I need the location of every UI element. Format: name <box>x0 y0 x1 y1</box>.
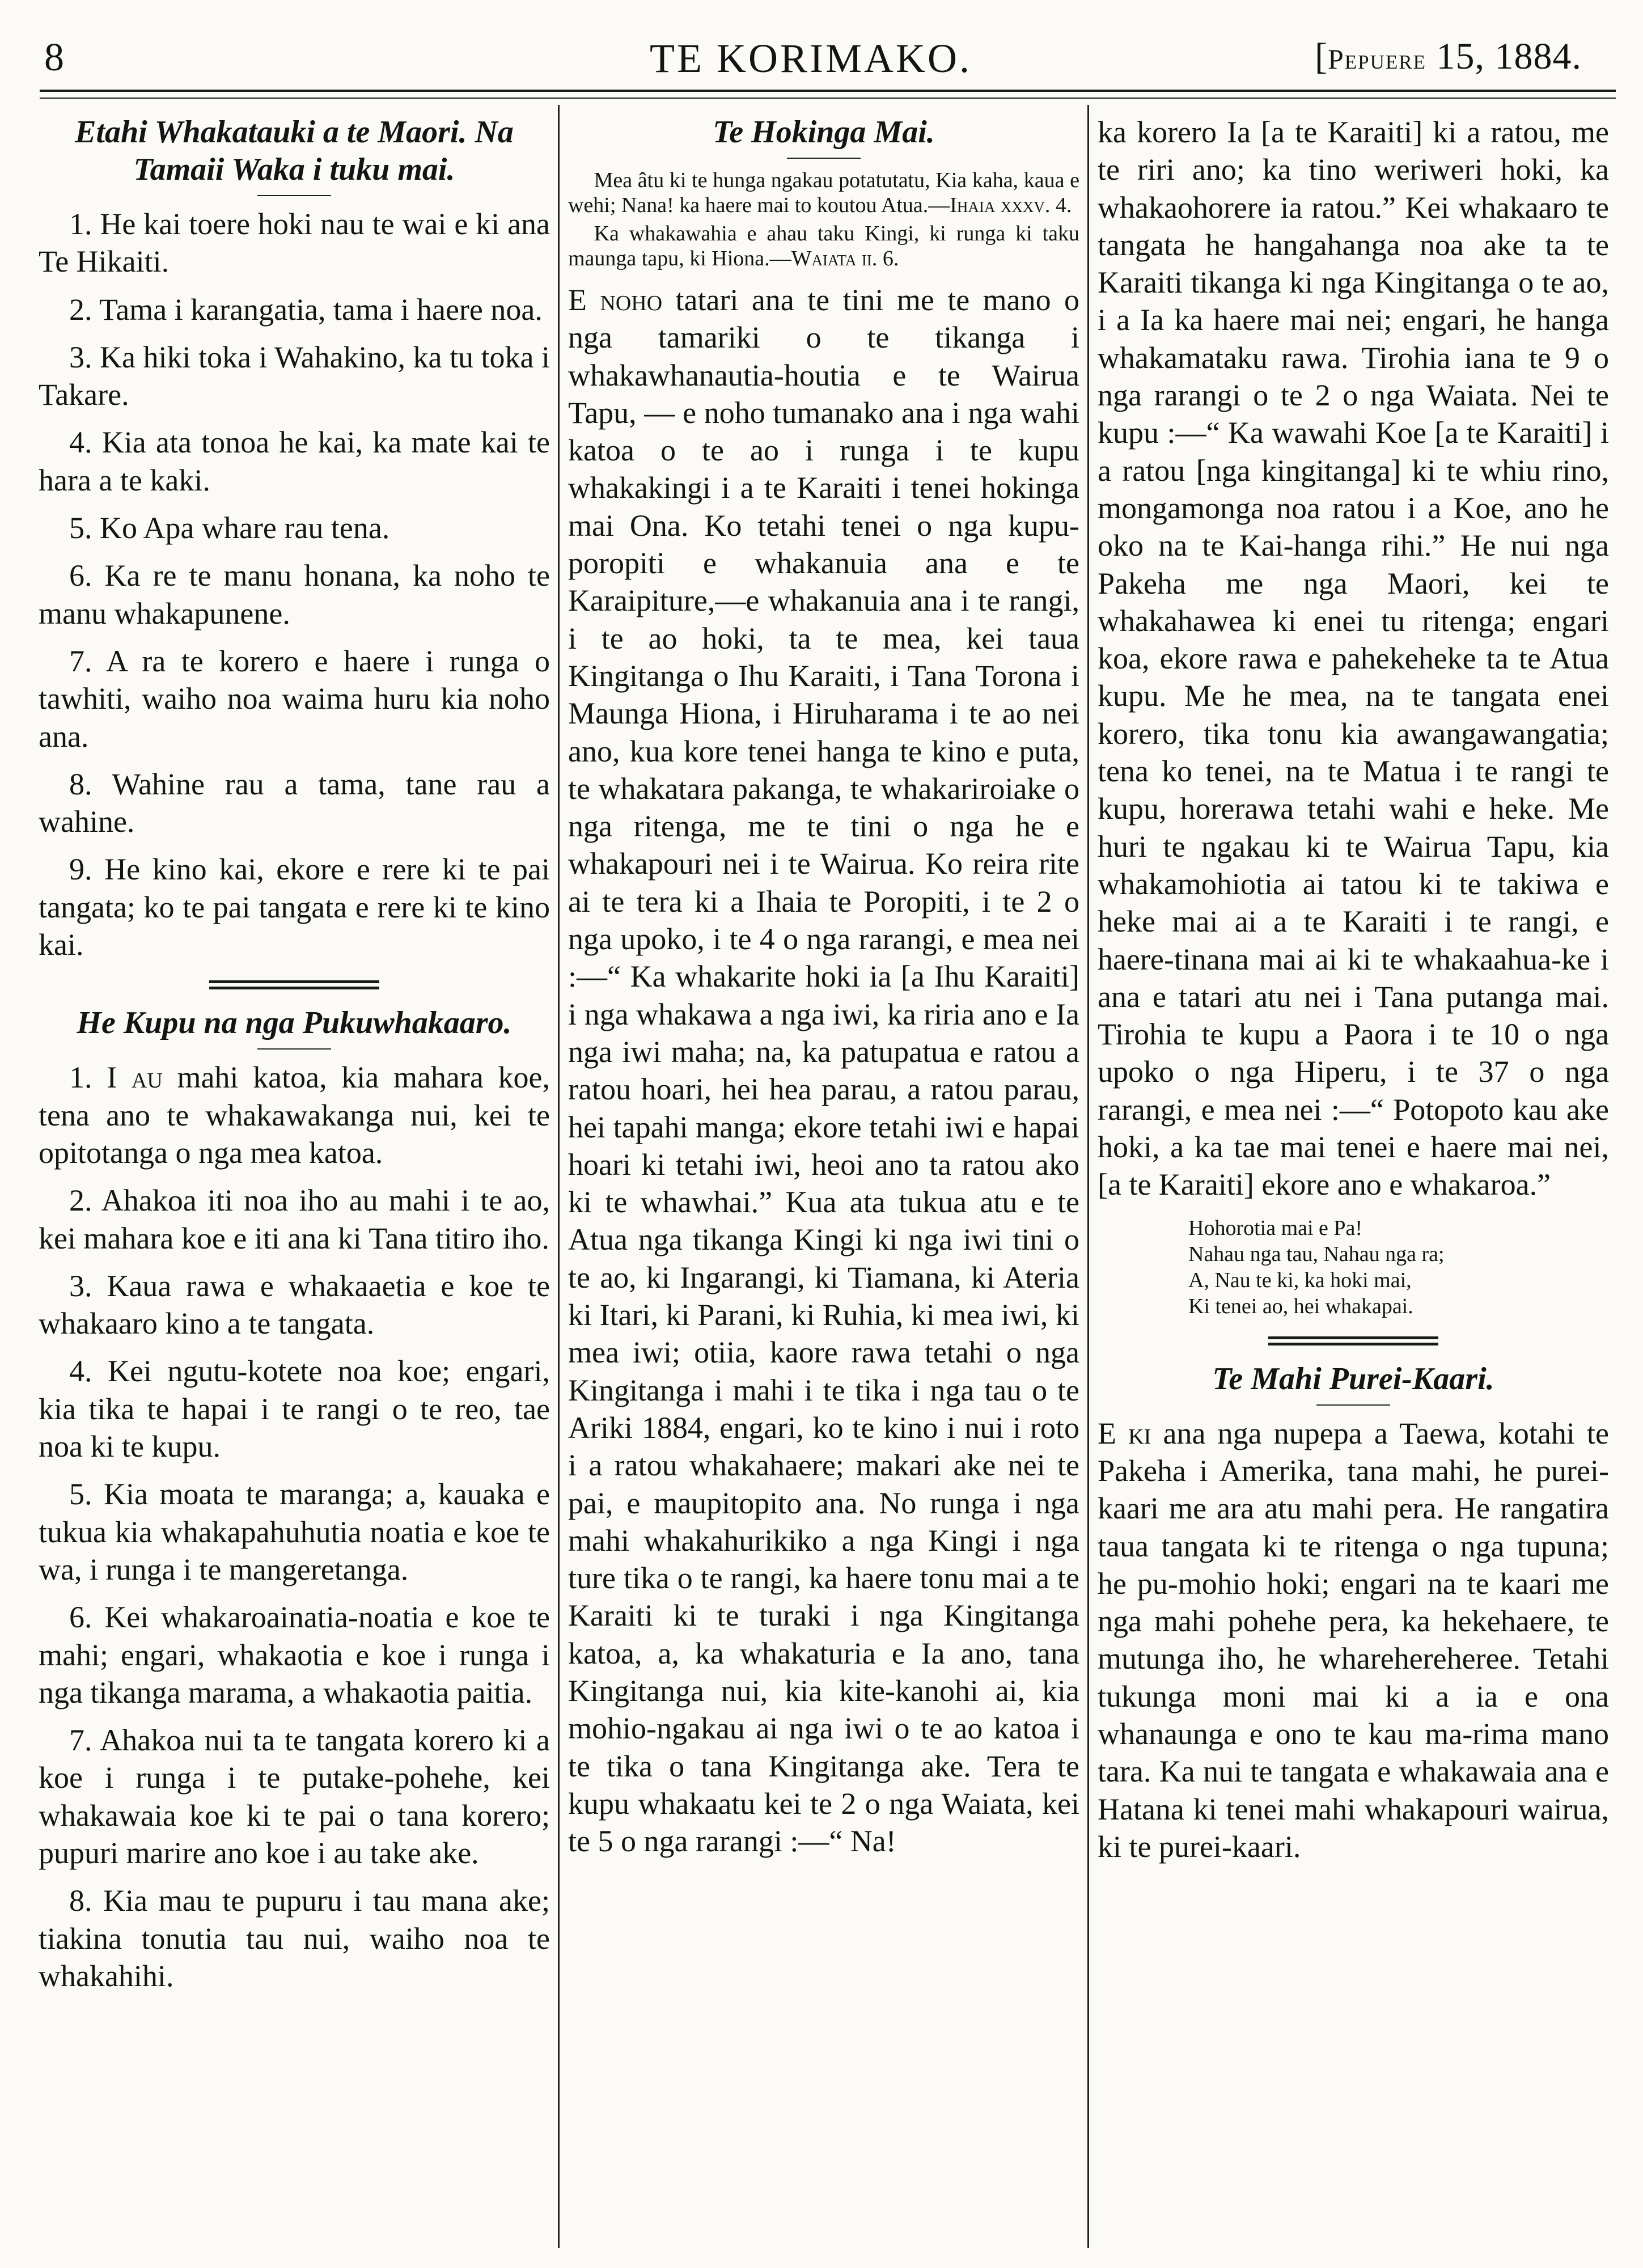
proverb-6: 6. Ka re te manu honana, ka noho te manu whakapunene. <box>39 558 550 631</box>
section-double-rule <box>1268 1336 1438 1345</box>
thought-1 <box>39 1059 550 1171</box>
proverbs-heading: Etahi Whakatauki a te Maori. Na Tamaii Waka i tuku mai. <box>75 115 514 187</box>
hymn-verse <box>1188 1215 1609 1319</box>
proverb-5: 5. Ko Apa whare rau tena. <box>69 511 390 545</box>
verse-line-3: A, Nau te ki, ka hoki mai, <box>1188 1268 1412 1292</box>
verse-line-1: Hohorotia mai e Pa! <box>1188 1216 1363 1240</box>
proverb-3: 3. Ka hiki toka i Wahakino, ka tu toka i Takare. <box>39 340 550 412</box>
heading-rule <box>787 158 861 159</box>
article-p1: ana nga nupepa a Taewa, kotahi te Pakeha i Amerika, tana mahi, he purei-kaari me ara atu mahi pera. <box>1098 1416 1609 1526</box>
thought-1-number: 1. <box>69 1060 107 1095</box>
thought-8: 8. Kia mau te pupuru i tau mana ake; tiakina tonutia tau nui, waiho noa te whakahihi. <box>39 1884 550 1993</box>
epigraph-2-text: Ka whakawahia e ahau taku Kingi, ki runga ki taku maunga tapu, ki Hiona.— <box>568 222 1079 270</box>
cont-p7: Tirohia te kupu a Paora i te 10 o nga upoko o nga Hiperu, i te 37 o nga rarangi, e mea nei :—“ Potopoto kau ake hoki, a ka tae mai tenei e haere mai nei, [a te Karaiti] ekore ano e whakaroa.” <box>1098 1017 1609 1202</box>
article-p3: Tetahi tukunga moni mai ki a ia e ona whanaunga e ono te kau ma-rima mano tara. <box>1098 1641 1609 1789</box>
masthead <box>40 35 1582 92</box>
cont-p2: Kei whakaaro te tangata he hangahanga noa ake ta te Karaiti tikanga ki nga Kingitanga o te ao, i a Ia ka haere mai nei; engari, he hanga whakamataku rawa. <box>1098 190 1609 375</box>
thought-7: 7. Ahakoa nui ta te tangata korero ki a koe i runga i te putake-pohehe, kei whakawaia koe ki te pai o tana korero; pupuri marire ano koe i au take ake. <box>39 1723 550 1870</box>
hokinga-p6: Tera te kupu whakaatu kei te 2 o nga Waiata, kei te 5 o nga rarangi :—“ Na! <box>568 1749 1079 1859</box>
hokinga-continued <box>1098 113 1609 1204</box>
column-divider-right <box>1087 105 1089 2248</box>
thought-1-cap: I au <box>107 1060 163 1095</box>
thought-6: 6. Kei whakaroainatia-noatia e koe te mahi; engari, whakaotia e koe i runga i nga tikanga marama, a whakaotia paitia. <box>39 1600 550 1710</box>
proverb-9: 9. He kino kai, ekore e rere ki te pai tangata; ko te pai tangata e rere ki te kino kai. <box>39 852 550 962</box>
proverb-7: 7. A ra te korero e haere i runga o tawhiti, waiho noa waima huru kia noho ana. <box>39 644 550 754</box>
column-divider-left <box>558 105 560 2248</box>
purei-kaari-body <box>1098 1415 1609 1866</box>
hokinga-p2: Ko tetahi tenei o nga kupu-poropiti e whakanuia ana e te Karaipiture,—e whakanuia ana i te rangi, i te ao hoki, ta te mea, kei taua Kingitanga o Ihu Karaiti, i Tana Torona i Maunga Hiona, i Hiruharama i te ao nei ano, kua kore tenei hanga te kino e puta, te whakatara pakanga, te whakariroiake o nga ritenga, me te tini o nga he e whakapouri nei i te Wairua. <box>568 508 1079 881</box>
date-month: Pepuere <box>1327 43 1426 75</box>
thought-5: 5. Kia moata te maranga; a, kauaka e tukua kia whakapahuhutia noatia e koe te wa, i runga i te mangeretanga. <box>39 1477 550 1586</box>
newspaper-title: TE KORIMAKO. <box>650 36 972 81</box>
epigraph-2-ref: Waiata ii. 6. <box>791 247 899 270</box>
cont-p6: Me huri te ngakau ki te Wairua Tapu, kia whakamohiotia ai tatou ki te takiwa e heke mai ai a te Karaiti i te rangi, e haere-tinana mai ai ki te whakaahua-ke i ana e tatari atu nei i Tana putanga mai. <box>1098 792 1609 1014</box>
page-number: 8 <box>44 36 64 79</box>
hokinga-dropcap: E noho <box>568 283 663 317</box>
cont-p3: Tirohia iana te 9 o nga rarangi o te 2 o nga Waiata. Nei te kupu :—“ Ka wawahi Koe [a te Karaiti] i a ratou [nga kingitanga] ki te whiu rino, mongamonga noa ratou i a Koe, ano he oko na te Kai-hanga rihi.” <box>1098 340 1610 563</box>
masthead-rule <box>40 90 1616 92</box>
hokinga-p1: tatari ana te tini me te mano o nga tamariki o te tikanga i whakawhanautia-houtia e te Wairua Tapu, — e noho tumanako ana i nga wahi katoa o te ao i runga i te kupu whakakingi i a te Karaiti i tenei hokinga mai Ona. <box>568 283 1079 543</box>
column-3 <box>1098 113 1609 1865</box>
proverb-1: 1. He kai toere hoki nau te wai e ki ana Te Hikaiti. <box>39 207 550 279</box>
column-2 <box>568 113 1079 1860</box>
issue-date <box>1315 35 1582 78</box>
heading-rule <box>257 1048 331 1050</box>
heading-rule <box>1316 1404 1390 1406</box>
verse-line-2: Nahau nga tau, Nahau nga ra; <box>1188 1242 1445 1266</box>
article-p2: He rangatira taua tangata ki te ritenga o nga tupuna; he pu-mohio hoki; engari na te kaari me nga mahi pohehe pera, ka hekehaere, te mutunga iho, he wharehereheree. <box>1098 1491 1609 1676</box>
cont-p4: He nui nga Pakeha me nga Maori, kei te whakahawea ki enei tu ritenga; engari koa, ekore rawa e pahekeheke ta te Atua kupu. <box>1098 528 1610 713</box>
cont-p5: Me he mea, na te tangata enei korero, tika tonu kia awangawangatia; tena ko tenei, na te Matua i te rangi te kupu, horerawa tetahi wahi e heke. <box>1098 679 1609 826</box>
epigraph-2 <box>568 221 1079 271</box>
proverb-8: 8. Wahine rau a tama, tane rau a wahine. <box>39 767 550 839</box>
verse-line-4: Ki tenei ao, hei whakapai. <box>1188 1294 1413 1318</box>
thoughts-heading: He Kupu na nga Pukuwhakaaro. <box>77 1005 512 1041</box>
epigraph-1-text: Mea âtu ki te hunga ngakau potatutatu, Kia kaha, kaua e wehi; Nana! ka haere mai to koutou Atua.— <box>568 168 1079 217</box>
hokinga-p4: Kua ata tukua atu e te Atua nga tikanga Kingi ki nga iwi tini o te ao, ki Ingarangi, ki Tiamana, ki Ateria ki Itari, ki Parani, ki Ruhia, ki mea iwi, ki mea iwi; otiia, kaore rawa tetahi o nga Kingitanga i mahi i te tika i nga tau o te Ariki 1884, engari, ko te kino i nui i roto i a ratou whakahaere; makari ake nei te pai, e maupitopito ana. <box>568 1185 1080 1520</box>
hokinga-p5: No runga i nga mahi whakahurikiko a nga Kingi i nga ture tika o te rangi, ka haere tonu mai a te Karaiti ki te turaki i nga Kingitanga katoa, a, ka whakaturia e Ia ano, tana Kingitanga nui, kia kite-kanohi ai, kia mohio-ngakau ai nga iwi o te ao katoa i te tika o tana Kingitanga ake. <box>568 1486 1080 1783</box>
epigraph-1 <box>568 168 1079 218</box>
proverb-2: 2. Tama i karangatia, tama i haere noa. <box>69 292 543 327</box>
proverb-4: 4. Kia ata tonoa he kai, ka mate kai te hara a te kaki. <box>39 425 550 497</box>
thought-4: 4. Kei ngutu-kotete noa koe; engari, kia tika te hapai i te rangi o te reo, tae noa ki te kupu. <box>39 1354 550 1464</box>
thought-3: 3. Kaua rawa e whakaaetia e koe te whakaaro kino a te tangata. <box>39 1268 550 1341</box>
date-bracket: [ <box>1314 36 1328 77</box>
date-rest: 15, 1884. <box>1426 36 1582 77</box>
purei-kaari-dropcap: E ki <box>1098 1416 1151 1450</box>
article-heading-hokinga: Te Hokinga Mai. <box>713 115 935 150</box>
thought-1-text: mahi katoa, kia mahara koe, tena ano te whakawakanga nui, kei te opitotanga o nga mea katoa. <box>39 1060 551 1170</box>
article-p4: Ka nui te tangata e whakawaia ana e Hatana ki tenei mahi whakapouri wairua, ki te purei-kaari. <box>1098 1754 1609 1864</box>
heading-rule <box>257 195 331 196</box>
epigraph-1-ref: Ihaia xxxv. 4. <box>950 193 1072 217</box>
masthead-rule-thin <box>40 98 1616 99</box>
hokinga-body <box>568 281 1079 1860</box>
column-1 <box>39 113 550 1995</box>
thought-2: 2. Ahakoa iti noa iho au mahi i te ao, kei mahara koe e iti ana ki Tana titiro iho. <box>39 1183 550 1255</box>
hokinga-p3: Ko reira rite ai te tera ki a Ihaia te Poropiti, i te 2 o nga upoko, i te 4 o nga rarangi, e mea nei :—“ Ka whakarite hoki ia [a Ihu Karaiti] i nga whakawa a nga iwi, ka riria ano e Ia nga iwi maha; na, ka patupatua e ratou a ratou hoari, hei hea parau, a ratou parau, hei tapahi manga; ekore tetahi iwi e hapai hoari ki tetahi iwi, heoi ano ta ratou ako ki te whawhai.” <box>568 847 1080 1220</box>
cont-p1: ka korero Ia [a te Karaiti] ki a ratou, me te riri ano; ka tino weriweri hoki, ka whakaohorere ia ratou.” <box>1098 115 1609 225</box>
article-heading-purei-kaari: Te Mahi Purei-Kaari. <box>1212 1361 1494 1397</box>
section-double-rule <box>209 980 379 989</box>
